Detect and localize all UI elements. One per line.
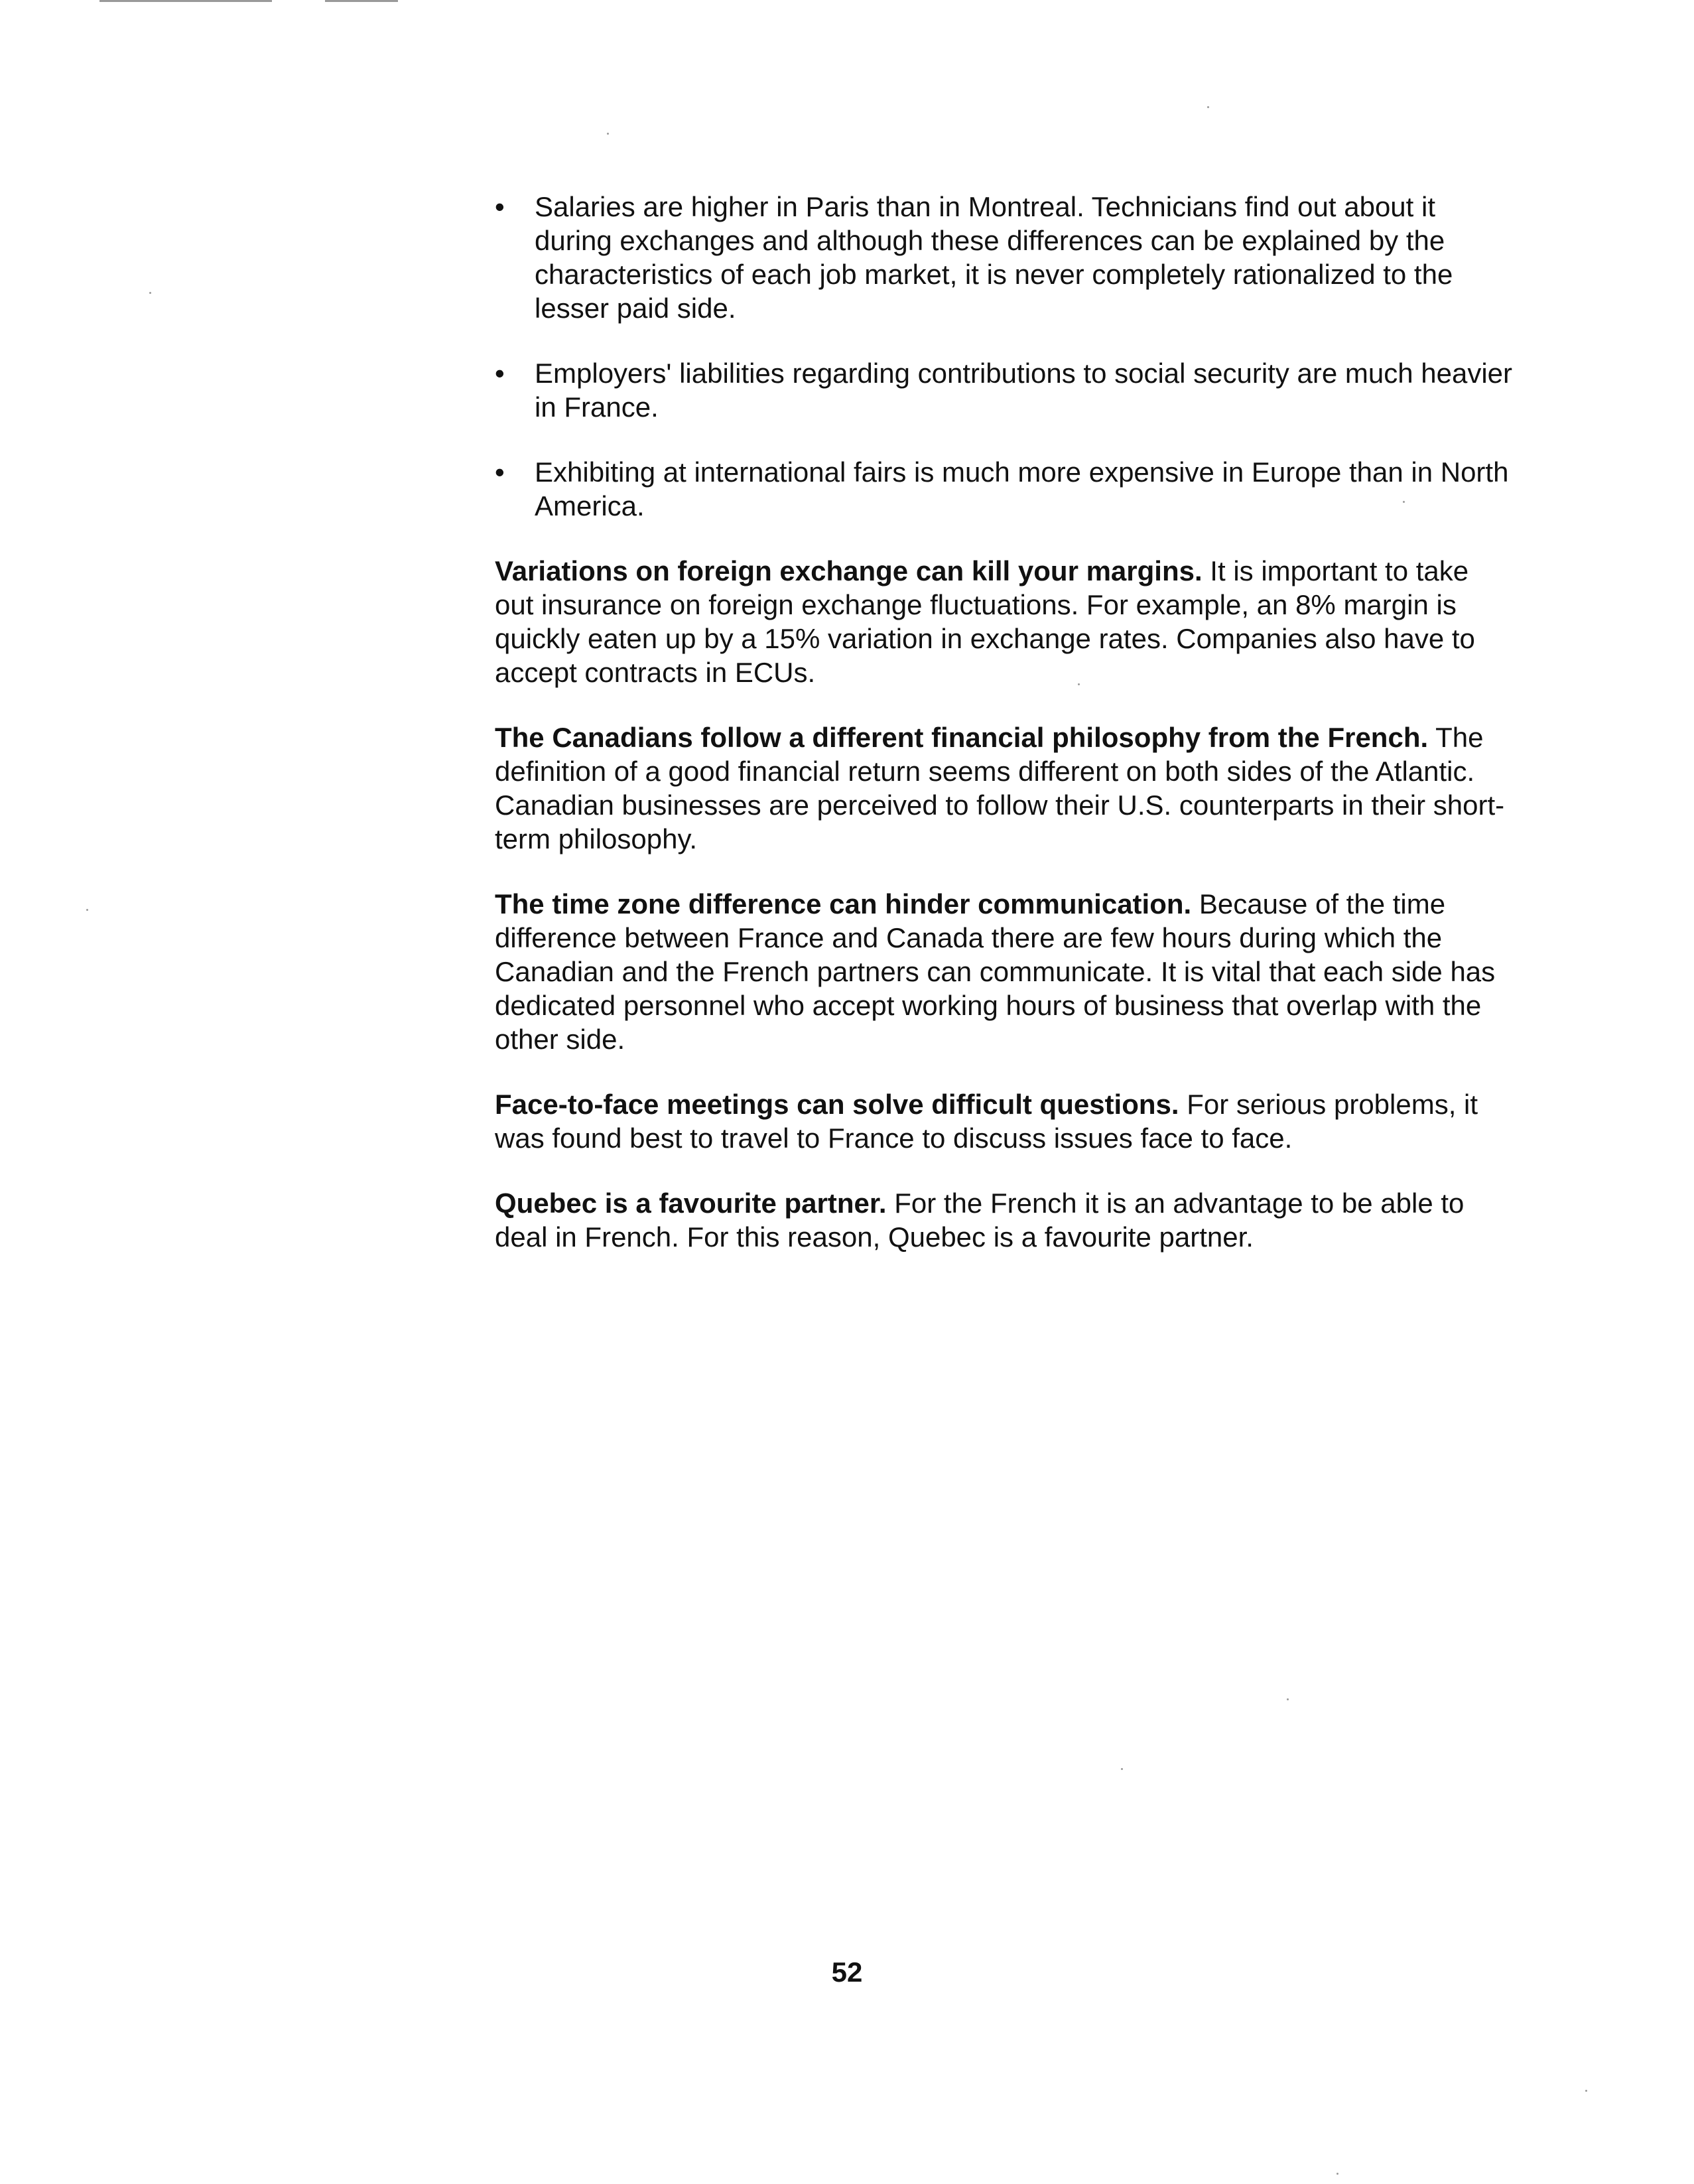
- scan-speck: [1207, 106, 1209, 108]
- scan-edge-mark: [325, 0, 398, 2]
- paragraph-quebec: [495, 1186, 1514, 1254]
- paragraph-lead: Quebec is a favourite partner.: [495, 1188, 887, 1219]
- paragraph-lead: Variations on foreign exchange can kill your margins.: [495, 555, 1203, 586]
- bullet-text: Exhibiting at international fairs is much more expensive in Europe than in North America.: [535, 456, 1509, 521]
- paragraph-text: Because of the time difference between France and Canada there are few hours during which the Canadian and the French partners can communicate. It is vital that each side has dedicated personnel who accept working hours of business that overlap with the other side.: [495, 888, 1496, 1055]
- paragraph-text: The definition of a good financial return seems different on both sides of the Atlantic. Canadian businesses are perceived to follow their U.S. counterparts in their short-term philosophy.: [495, 722, 1505, 854]
- document-body: [492, 190, 1514, 1285]
- bullet-marker: •: [495, 191, 505, 222]
- paragraph-lead: Face-to-face meetings can solve difficult questions.: [495, 1089, 1179, 1120]
- scan-speck: [1287, 1698, 1289, 1700]
- scan-speck: [1121, 1768, 1123, 1770]
- bullet-text: Employers' liabilities regarding contributions to social security are much heavier in France.: [535, 358, 1513, 423]
- paragraph-lead: The Canadians follow a different financial philosophy from the French.: [495, 722, 1429, 753]
- bullet-list: [492, 190, 1514, 523]
- paragraph-financial-philosophy: [495, 720, 1514, 856]
- scan-speck: [86, 909, 88, 911]
- scan-speck: [1336, 2173, 1338, 2175]
- paragraph-face-to-face: [495, 1087, 1514, 1155]
- page-number: 52: [831, 1956, 863, 1988]
- bullet-item: [492, 455, 1514, 523]
- bullet-item: [492, 356, 1514, 424]
- bullet-marker: •: [495, 358, 505, 389]
- paragraph-text: It is important to take out insurance on foreign exchange fluctuations. For example, an 8% margin is quickly eaten up by a 15% variation in exchange rates. Companies also have to accept contracts in ECUs.: [495, 555, 1475, 688]
- bullet-item: [492, 190, 1514, 325]
- scan-speck: [1585, 2090, 1587, 2092]
- paragraph-lead: The time zone difference can hinder communication.: [495, 888, 1192, 920]
- scan-edge-mark: [99, 0, 272, 2]
- bullet-marker: •: [495, 456, 505, 488]
- scan-speck: [149, 292, 151, 294]
- paragraph-text: For serious problems, it was found best to travel to France to discuss issues face to face.: [495, 1089, 1478, 1154]
- bullet-text: Salaries are higher in Paris than in Montreal. Technicians find out about it during exchanges and although these differences can be explained by the characteristics of each job market, it is never completely rationalized to the lesser paid side.: [535, 191, 1453, 324]
- scan-speck: [607, 133, 609, 135]
- paragraph-time-zone: [495, 887, 1514, 1056]
- paragraph-foreign-exchange: [495, 554, 1514, 689]
- paragraph-text: For the French it is an advantage to be able to deal in French. For this reason, Quebec is a favourite partner.: [495, 1188, 1465, 1253]
